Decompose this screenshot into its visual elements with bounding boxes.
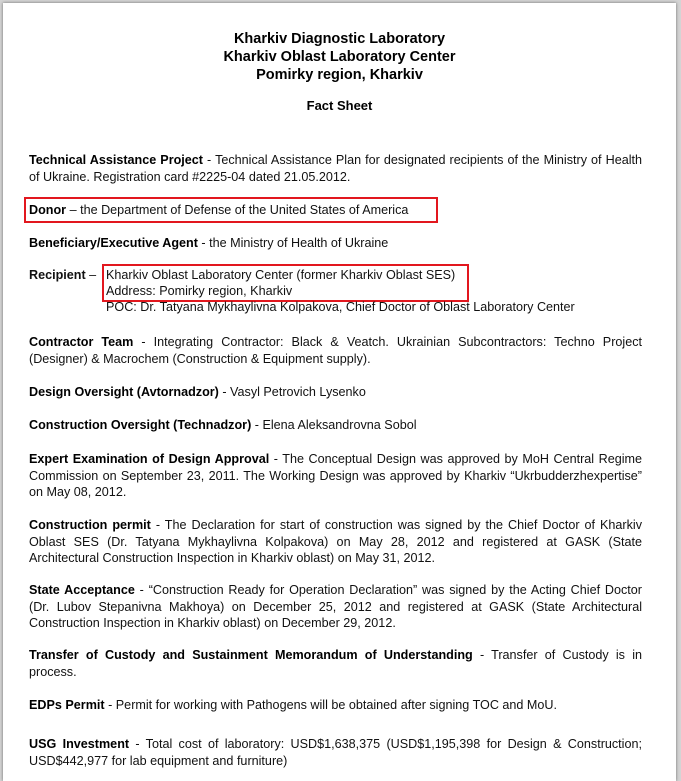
permit-paragraph	[29, 517, 642, 567]
design-oversight-paragraph	[29, 384, 642, 401]
recipient-label: Recipient	[29, 268, 86, 282]
header-line-1: Kharkiv Diagnostic Laboratory	[233, 31, 446, 47]
contractor-paragraph	[29, 334, 642, 367]
tap-text: - Technical Assistance Plan for designated recipients of the Ministry of Health of Ukraine. Registration card #2225-04 dated 21.05.2012.	[29, 153, 643, 184]
recipient-poc: POC: Dr. Tatyana Mykhaylivna Kolpakova, Chief Doctor of Oblast Laboratory Center	[106, 300, 575, 314]
design-oversight-label: Design Oversight (Avtornadzor)	[29, 385, 219, 399]
tap-paragraph	[29, 152, 642, 185]
beneficiary-text: - the Ministry of Health of Ukraine	[197, 236, 389, 250]
usg-label: USG Investment	[29, 737, 130, 751]
beneficiary-label: Beneficiary/Executive Agent	[29, 236, 198, 250]
document-subtitle: Fact Sheet	[306, 98, 373, 113]
document-header	[3, 30, 676, 84]
edps-label: EDPs Permit	[29, 698, 105, 712]
edps-text: - Permit for working with Pathogens will be obtained after signing TOC and MoU.	[104, 698, 558, 712]
donor-text: – the Department of Defense of the United States of America	[66, 203, 409, 217]
expert-text: - The Conceptual Design was approved by MoH Central Regime Commission on September 23, 2011. The Working Design was approved by Kharkiv “Ukrbudderzhexpertise” on May 08, 2012.	[29, 452, 643, 499]
permit-label: Construction permit	[29, 518, 151, 532]
custody-text: - Transfer of Custody is in process.	[29, 648, 642, 679]
acceptance-text: - “Construction Ready for Operation Declaration” was signed by the Acting Chief Doctor (Dr. Lubov Stepanivna Makhoya) on December 25, 2012 and registered at GASK (State Architectural Construction Inspection in Kharkiv oblast) on December 29, 2012.	[29, 583, 642, 630]
donor-paragraph	[29, 202, 642, 219]
permit-text: - The Declaration for start of construction was signed by the Chief Doctor of Kharkiv Oblast SES (Dr. Tatyana Mykhaylivna Kolpakova) on May 28, 2012 and registered at GASK (State Architectural Construction Inspection in Kharkiv oblast) on May 31, 2012.	[29, 518, 643, 565]
contractor-text: - Integrating Contractor: Black & Veatch. Ukrainian Subcontractors: Techno Project (Designer) & Macrochem (Construction & Equipment supply).	[29, 335, 643, 366]
expert-label: Expert Examination of Design Approval	[29, 452, 270, 466]
custody-label: Transfer of Custody and Sustainment Memorandum of Understanding	[29, 648, 473, 662]
recipient-details	[106, 267, 575, 315]
edps-paragraph	[29, 697, 642, 714]
contractor-label: Contractor Team	[29, 335, 134, 349]
recipient-label-wrap	[29, 267, 96, 284]
recipient-dash: –	[85, 268, 97, 282]
construction-oversight-label: Construction Oversight (Technadzor)	[29, 418, 252, 432]
header-line-3: Pomirky region, Kharkiv	[256, 67, 423, 83]
header-line-2: Kharkiv Oblast Laboratory Center	[223, 49, 456, 65]
design-oversight-text: - Vasyl Petrovich Lysenko	[218, 385, 366, 399]
custody-paragraph	[29, 647, 642, 680]
recipient-address: Address: Pomirky region, Kharkiv	[106, 284, 293, 298]
expert-paragraph	[29, 451, 642, 501]
beneficiary-paragraph	[29, 235, 642, 252]
acceptance-label: State Acceptance	[29, 583, 135, 597]
usg-text: - Total cost of laboratory: USD$1,638,375 (USD$1,195,398 for Design & Construction; USD$442,977 for lab equipment and furniture)	[29, 737, 642, 768]
document-page	[3, 3, 676, 781]
recipient-name: Kharkiv Oblast Laboratory Center (former Kharkiv Oblast SES)	[106, 268, 456, 282]
tap-label: Technical Assistance Project	[29, 153, 203, 167]
donor-label: Donor	[29, 203, 67, 217]
acceptance-paragraph	[29, 582, 642, 632]
usg-paragraph	[29, 736, 642, 769]
construction-oversight-paragraph	[29, 417, 642, 434]
construction-oversight-text: - Elena Aleksandrovna Sobol	[251, 418, 417, 432]
